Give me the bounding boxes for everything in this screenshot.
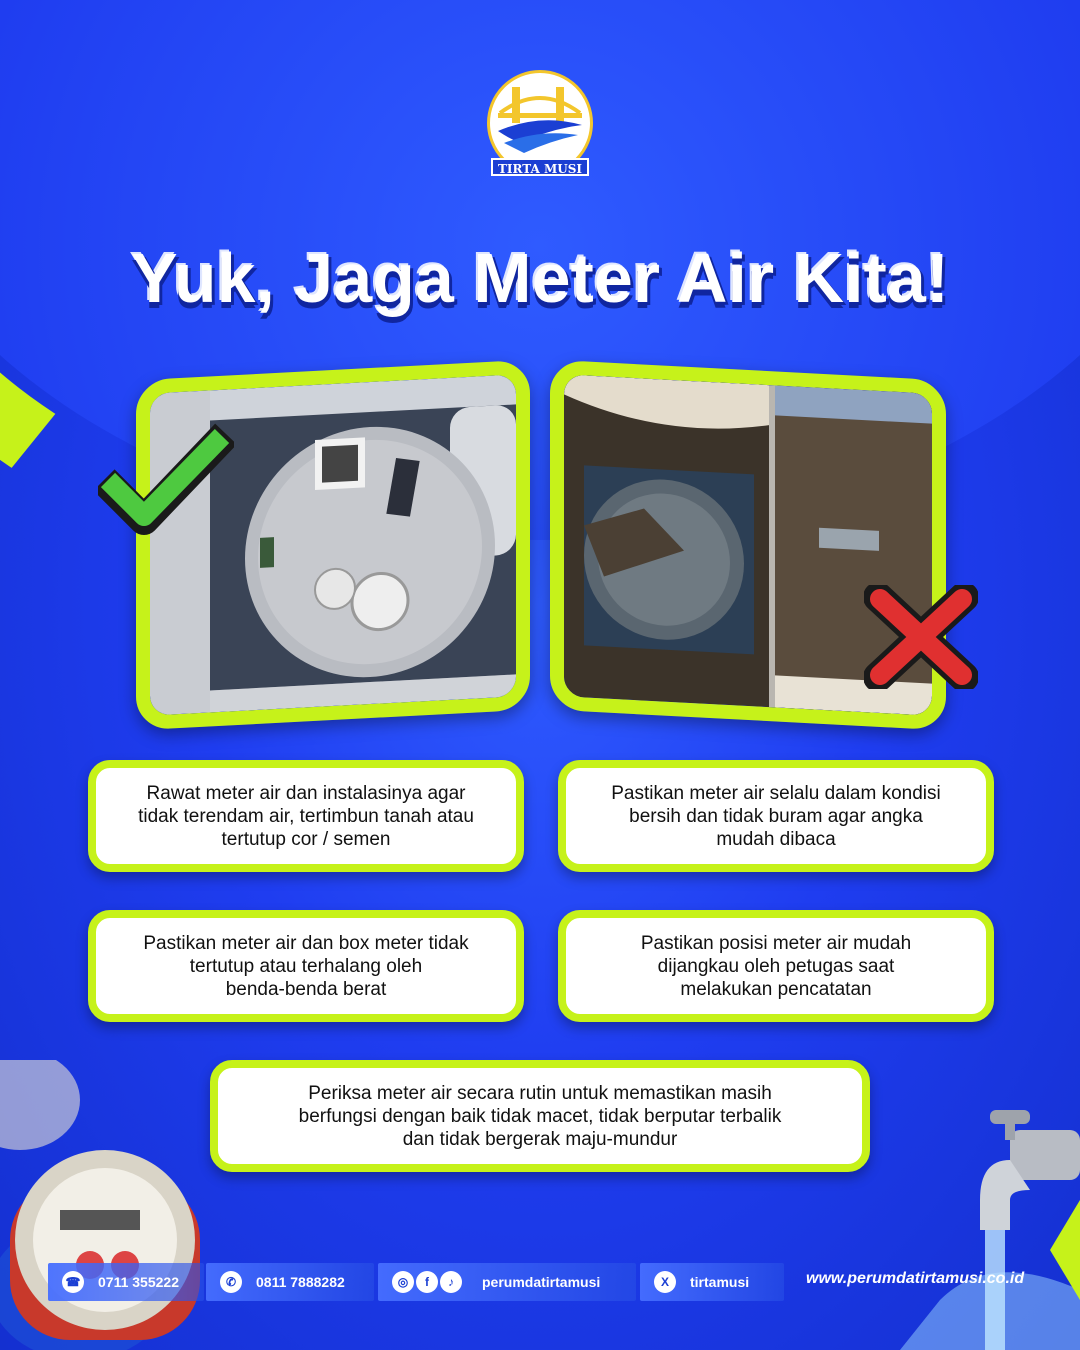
whatsapp-icon: ✆ bbox=[220, 1271, 242, 1293]
footer-social[interactable] bbox=[378, 1263, 636, 1301]
page-title: Yuk, Jaga Meter Air Kita! bbox=[130, 239, 950, 317]
x-icon: X bbox=[654, 1271, 676, 1293]
check-mark-icon bbox=[98, 420, 234, 538]
tip-card bbox=[558, 910, 994, 1022]
tirta-musi-logo bbox=[487, 70, 593, 180]
tip-card bbox=[210, 1060, 870, 1172]
tip-text: Pastikan meter air dan box meter tidak tertutup atau terhalang oleh benda-benda berat bbox=[143, 932, 469, 1000]
logo-wordmark: TIRTA MUSI bbox=[491, 158, 589, 176]
phone-icon: ☎ bbox=[62, 1271, 84, 1293]
water-meter-illustration bbox=[0, 1060, 240, 1350]
footer-whatsapp[interactable] bbox=[206, 1263, 374, 1301]
facebook-icon: f bbox=[416, 1271, 438, 1293]
tip-text: Periksa meter air secara rutin untuk memastikan masih berfungsi dengan baik tidak macet, tidak berputar terbalik dan tidak bergerak maju-mundur bbox=[298, 1082, 782, 1150]
tip-text: Rawat meter air dan instalasinya agar tidak terendam air, tertimbun tanah atau tertutup cor / semen bbox=[138, 782, 474, 850]
instagram-icon: ◎ bbox=[392, 1271, 414, 1293]
tiktok-icon: ♪ bbox=[440, 1271, 462, 1293]
whatsapp-number: 0811 7888282 bbox=[256, 1274, 345, 1290]
social-handle: perumdatirtamusi bbox=[482, 1274, 601, 1290]
website-link[interactable]: www.perumdatirtamusi.co.id bbox=[806, 1270, 1025, 1287]
good-example-photo bbox=[136, 360, 530, 731]
cross-mark-icon bbox=[864, 585, 978, 689]
tip-text: Pastikan posisi meter air mudah dijangkau oleh petugas saat melakukan pencatatan bbox=[640, 932, 912, 1000]
footer-phone[interactable] bbox=[48, 1263, 204, 1301]
tip-card bbox=[558, 760, 994, 872]
faucet-illustration bbox=[900, 1100, 1080, 1350]
tip-card bbox=[88, 760, 524, 872]
x-handle: tirtamusi bbox=[690, 1274, 750, 1290]
tip-card bbox=[88, 910, 524, 1022]
tip-text: Pastikan meter air selalu dalam kondisi bersih dan tidak buram agar angka mudah dibaca bbox=[611, 782, 941, 850]
phone-number: 0711 355222 bbox=[98, 1274, 179, 1290]
footer-x[interactable] bbox=[640, 1263, 784, 1301]
